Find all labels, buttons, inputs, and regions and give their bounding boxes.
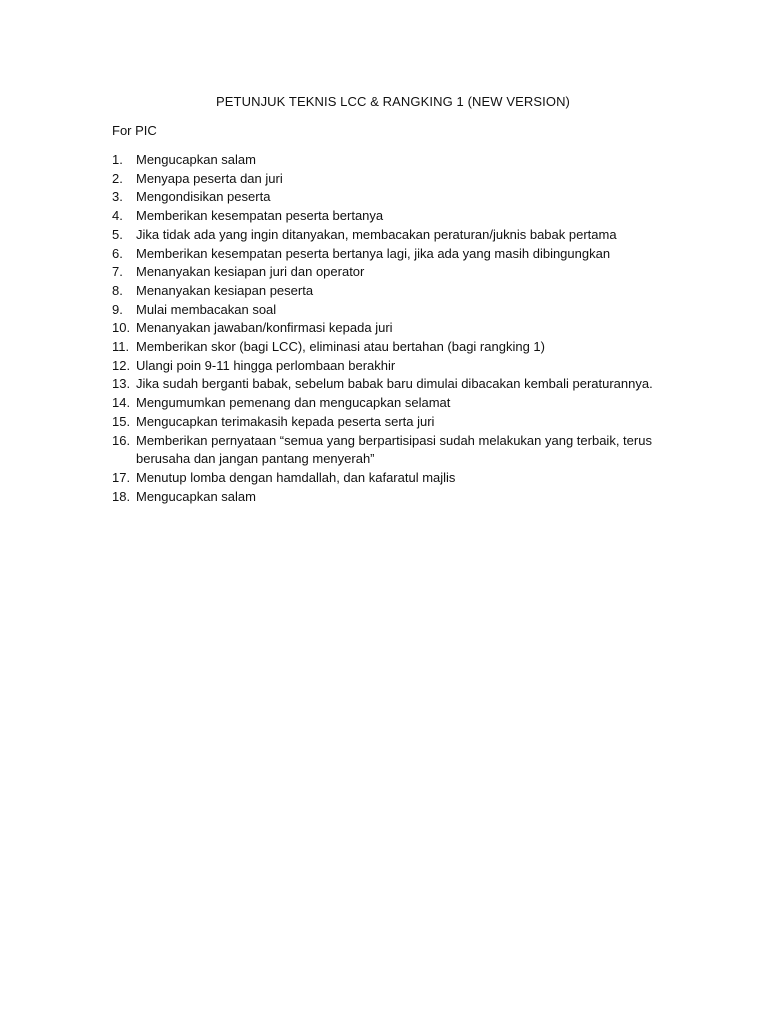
step-text: Jika sudah berganti babak, sebelum babak baru dimulai dibacakan kembali peraturannya.	[136, 376, 653, 392]
step-number: 15.	[112, 413, 131, 429]
list-item	[112, 245, 672, 264]
step-number: 3.	[112, 189, 123, 205]
step-text: Ulangi poin 9-11 hingga perlombaan berakhir	[136, 357, 396, 373]
step-number: 17.	[112, 469, 131, 485]
step-text: Memberikan pernyataan “semua yang berpartisipasi sudah melakukan yang terbaik, terus berusaha dan jangan pantang menyerah”	[136, 432, 652, 467]
step-text: Mulai membacakan soal	[136, 301, 277, 317]
step-text: Menanyakan jawaban/konfirmasi kepada juri	[136, 320, 393, 336]
step-number: 9.	[112, 301, 123, 317]
step-text: Memberikan kesempatan peserta bertanya lagi, jika ada yang masih dibingungkan	[136, 245, 611, 261]
step-text: Mengucapkan salam	[136, 488, 256, 504]
step-text: Menanyakan kesiapan peserta	[136, 282, 314, 298]
step-text: Mengumumkan pemenang dan mengucapkan selamat	[136, 395, 451, 411]
step-number: 10.	[112, 320, 131, 336]
list-item	[112, 188, 672, 207]
list-item	[112, 263, 672, 282]
list-item	[112, 394, 672, 413]
step-number: 6.	[112, 245, 123, 261]
section-heading: For PIC	[112, 123, 157, 138]
step-number: 2.	[112, 170, 123, 186]
step-text: Jika tidak ada yang ingin ditanyakan, membacakan peraturan/juknis babak pertama	[136, 226, 617, 242]
list-item	[112, 226, 672, 245]
list-item	[112, 319, 672, 338]
list-item	[112, 469, 672, 488]
step-number: 8.	[112, 282, 123, 298]
step-number: 14.	[112, 395, 131, 411]
page-title: PETUNJUK TEKNIS LCC & RANGKING 1 (NEW VERSION)	[216, 94, 570, 109]
step-number: 11.	[112, 339, 130, 355]
step-number: 1.	[112, 152, 123, 167]
list-item	[112, 488, 672, 507]
list-item	[112, 151, 672, 170]
steps-list	[112, 151, 672, 506]
step-text: Memberikan kesempatan peserta bertanya	[136, 208, 384, 224]
list-item	[112, 170, 672, 189]
list-item	[112, 301, 672, 320]
step-number: 13.	[112, 376, 131, 392]
step-text: Menyapa peserta dan juri	[136, 170, 283, 186]
step-text: Mengondisikan peserta	[136, 189, 271, 205]
list-item	[112, 282, 672, 301]
step-number: 16.	[112, 432, 131, 448]
step-text: Menanyakan kesiapan juri dan operator	[136, 264, 365, 280]
step-text: Menutup lomba dengan hamdallah, dan kafaratul majlis	[136, 469, 456, 485]
list-item	[112, 375, 672, 394]
step-text: Mengucapkan salam	[136, 152, 256, 167]
step-number: 18.	[112, 488, 131, 504]
step-number: 5.	[112, 226, 123, 242]
list-item	[112, 432, 672, 469]
step-number: 12.	[112, 357, 131, 373]
list-item	[112, 357, 672, 376]
list-item	[112, 413, 672, 432]
step-text: Mengucapkan terimakasih kepada peserta serta juri	[136, 413, 435, 429]
list-item	[112, 338, 672, 357]
step-number: 4.	[112, 208, 123, 224]
list-item	[112, 207, 672, 226]
step-number: 7.	[112, 264, 123, 280]
step-text: Memberikan skor (bagi LCC), eliminasi atau bertahan (bagi rangking 1)	[136, 339, 545, 355]
